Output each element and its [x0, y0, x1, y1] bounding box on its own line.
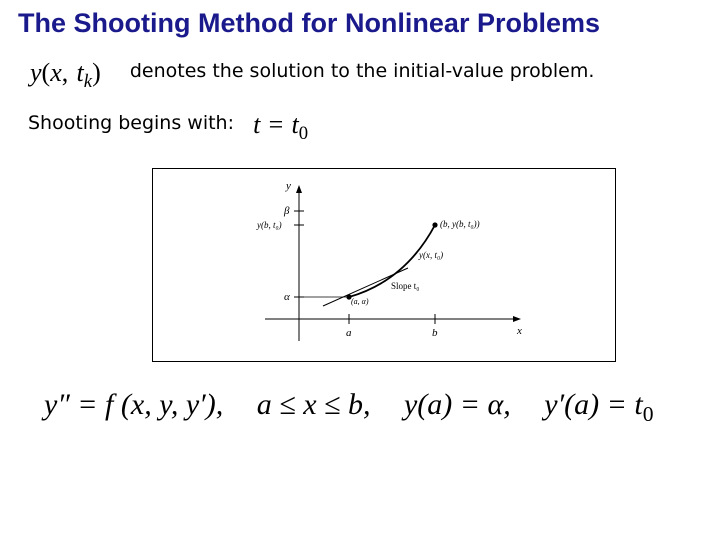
initial-slope-condition: $y'(a) = t_0$	[544, 388, 654, 426]
shooting-start-line	[28, 110, 309, 144]
figure-svg	[153, 169, 615, 361]
y-axis-label: y	[286, 180, 291, 192]
endpoint-label: (b, y(b, t₀))	[440, 219, 480, 229]
definition-line	[30, 58, 595, 92]
start-label: (a, α)	[351, 297, 369, 306]
page-title: The Shooting Method for Nonlinear Problems	[18, 8, 601, 38]
x-axis-label: x	[517, 325, 522, 337]
y-axis-arrow	[296, 185, 302, 193]
end-point	[432, 222, 437, 227]
initial-slope-equation: $t = t_0$	[253, 110, 309, 144]
boundary-condition: y(a) = α,	[403, 388, 511, 421]
x-axis-arrow	[513, 316, 521, 322]
y-tick-label-alpha: α	[284, 291, 290, 303]
definition-text: denotes the solution to the initial-value problem.	[129, 60, 595, 82]
curve-label: y(x, t₀)	[419, 250, 444, 260]
x-tick-label-a: a	[346, 327, 352, 339]
y-tick-label-yb: y(b, t₀)	[257, 220, 282, 230]
shooting-figure	[152, 168, 616, 362]
solution-notation: y(x, $t_k$)	[30, 58, 101, 92]
interval-expression: a ≤ x ≤ b,	[256, 388, 371, 421]
slope-label: Slope t₀	[391, 281, 420, 291]
boundary-value-equation	[44, 388, 654, 426]
ode-expression: y″ = f (x, y, y′),	[44, 388, 224, 421]
shooting-text: Shooting begins with:	[28, 112, 235, 134]
y-tick-label-beta: β	[284, 205, 290, 217]
x-tick-label-b: b	[432, 327, 438, 339]
